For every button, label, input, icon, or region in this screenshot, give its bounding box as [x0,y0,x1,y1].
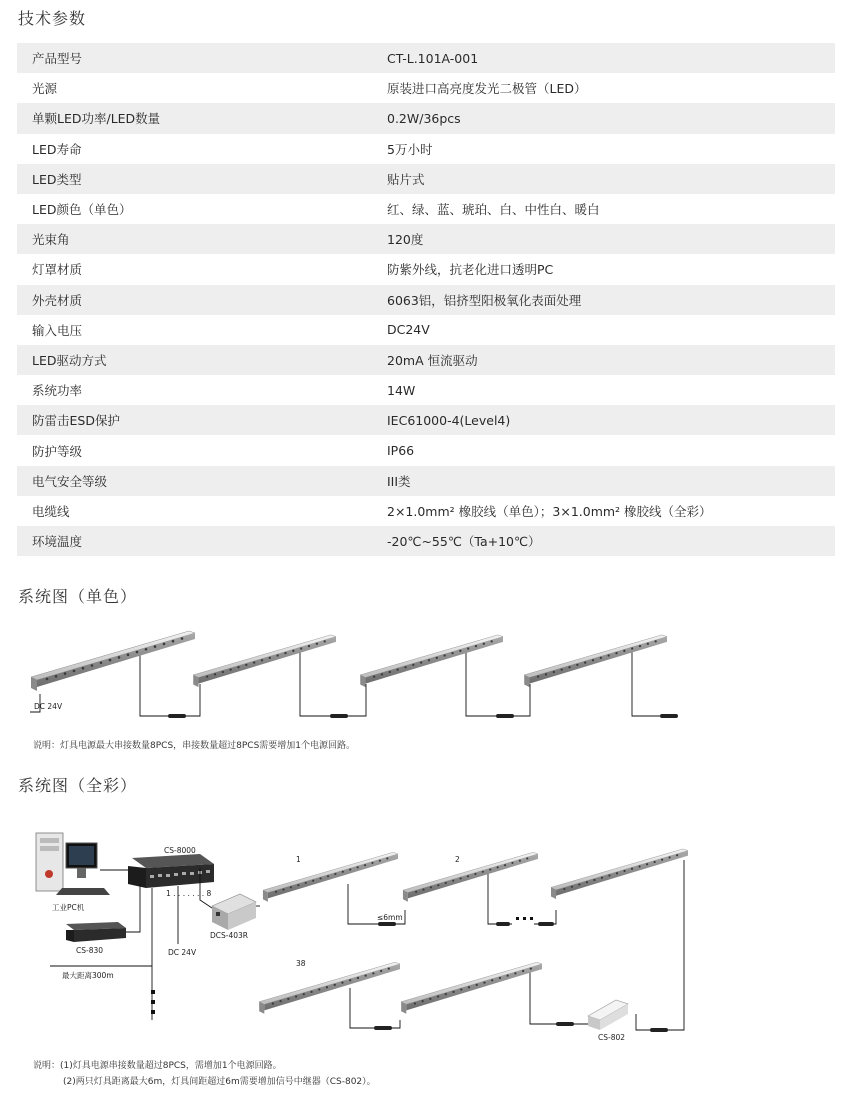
spec-value: III类 [387,473,411,489]
spec-label: 防雷击ESD保护 [32,413,120,429]
spec-label: 单颗LED功率/LED数量 [32,111,161,127]
mono-fixture-2 [193,635,336,687]
fixture-2-label: 2 [455,855,460,864]
spec-label: 光束角 [32,232,70,248]
controller-cs8000 [128,854,214,888]
spec-value: 6063铝，铝挤型阳极氧化表面处理 [387,292,582,308]
spec-label: LED寿命 [32,141,82,157]
power-supply-dcs403r [212,894,256,930]
spec-value: 2×1.0mm² 橡胶线（单色）；3×1.0mm² 橡胶线（全彩） [387,503,712,519]
spec-label: 产品型号 [32,51,83,67]
spec-label: 系统功率 [32,383,83,399]
full-fixture-2 [403,852,538,901]
spec-value: IP66 [387,443,415,459]
spec-value: 0.2W/36pcs [387,110,461,126]
ports-label: 1 . . . . . . . 8 [166,889,212,898]
repeater-cs802 [588,1000,628,1030]
pc-label: 工业PC机 [52,903,85,912]
spec-value: -20℃~55℃（Ta+10℃） [387,534,541,550]
spec-label: 防护等级 [32,443,83,459]
mono-note: 说明：灯具电源最大串接数量8PCS，串接数量超过8PCS需要增加1个电源回路。 [33,741,356,751]
repeater-label: CS-802 [598,1033,626,1042]
full-diagram-dots [151,917,533,1014]
mono-dc-label: DC 24V [34,702,63,711]
full-note-2: (2)两只灯具距离最大6m，灯具间距超过6m需要增加信号中继器（CS-802）。 [63,1077,376,1087]
spec-value: 红、绿、蓝、琥珀、白、中性白、暖白 [387,202,600,218]
distance-label: 最大距离300m [62,971,114,980]
spec-value: 120度 [387,232,424,248]
spacing-label: ≤6mm [377,913,403,922]
spec-label: 外壳材质 [32,292,83,308]
dc-label: DC 24V [168,948,197,957]
pc-icon [36,833,110,895]
mono-diagram-title: 系统图（单色） [18,587,138,606]
spec-value: CT-L.101A-001 [387,50,479,66]
full-fixture-3 [551,849,688,899]
spec-label: 电气安全等级 [32,473,108,489]
mono-fixture-1 [31,631,195,691]
full-note-1: 说明：(1)灯具电源串接数量超过8PCS，需增加1个电源回路。 [33,1061,282,1071]
spec-label: LED驱动方式 [32,352,107,368]
decoder-label: CS-830 [76,946,104,955]
full-fixture-39 [401,962,542,1014]
spec-label: 电缆线 [32,503,70,519]
spec-label: 输入电压 [32,322,83,338]
spec-value: 5万小时 [387,141,433,157]
spec-value: 贴片式 [387,171,425,187]
fixture-1-label: 1 [296,855,301,864]
spec-value: IEC61000-4(Level4) [387,412,511,428]
full-fixture-1 [263,852,398,901]
spec-label: 光源 [32,81,58,97]
power-label: DCS-403R [210,931,249,940]
decoder-cs830 [66,922,126,942]
spec-label: LED类型 [32,171,82,187]
mono-connectors [168,714,678,718]
spec-value: 14W [387,382,416,398]
spec-value: 防紫外线，抗老化进口透明PC [387,262,554,278]
controller-label: CS-8000 [164,846,196,855]
mono-fixture-3 [360,635,503,687]
spec-value: 原装进口高亮度发光二极管（LED） [387,81,587,97]
mono-fixture-4 [524,635,667,687]
specs-title: 技术参数 [18,9,87,28]
spec-value: DC24V [387,322,430,338]
spec-label: LED颜色（单色） [32,202,132,218]
spec-label: 灯罩材质 [32,262,83,278]
full-diagram-title: 系统图（全彩） [18,776,138,795]
full-fixture-38 [259,962,400,1014]
spec-value: 20mA 恒流驱动 [387,352,478,368]
spec-label: 环境温度 [32,534,83,550]
fixture-38-label: 38 [296,959,306,968]
